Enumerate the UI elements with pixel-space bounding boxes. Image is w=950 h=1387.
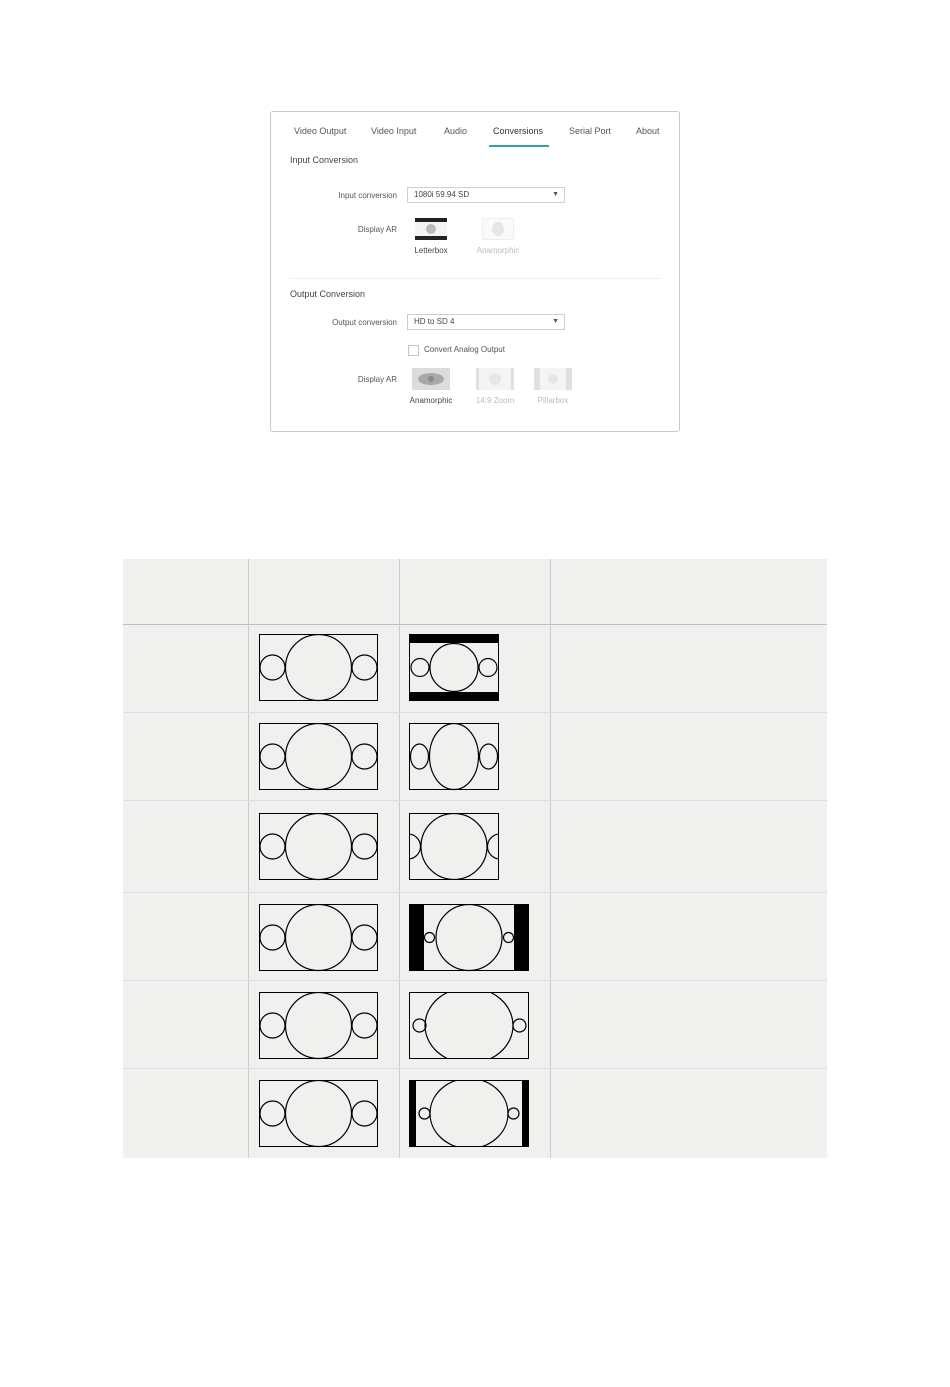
row-divider: [123, 892, 827, 893]
row-divider: [123, 800, 827, 801]
stretch-output-diagram: [409, 992, 530, 1060]
source-widescreen-diagram: [259, 904, 379, 972]
output-conversion-title: Output Conversion: [290, 289, 366, 299]
row-divider: [123, 980, 827, 981]
output-conversion-select[interactable]: [407, 314, 565, 330]
source-widescreen-diagram: [259, 992, 379, 1060]
letterbox-output-diagram: [409, 634, 500, 702]
input-conversion-label: Input conversion: [338, 191, 397, 200]
row-divider: [123, 712, 827, 713]
letterbox-icon: [415, 218, 447, 240]
tab-serial-port[interactable]: Serial Port: [569, 126, 612, 136]
chevron-down-icon: ▼: [552, 318, 559, 325]
output-ar-pillarbox-option[interactable]: [523, 368, 583, 405]
anamorphic-caption: Anamorphic: [476, 246, 520, 255]
output-conversion-label: Output conversion: [332, 318, 397, 327]
anamorphic-output-diagram: [409, 723, 500, 791]
input-conversion-value: 1080i 59.94 SD: [414, 190, 470, 199]
zoom-14-9-caption: 14:9 Zoom: [475, 396, 515, 405]
tab-bar: [271, 112, 679, 148]
row-divider: [123, 1068, 827, 1069]
tab-about[interactable]: About: [636, 126, 660, 136]
zoom-14-9-output-diagram: [409, 1080, 530, 1148]
input-ar-anamorphic-option[interactable]: [468, 218, 528, 255]
input-display-ar-label: Display AR: [357, 225, 397, 234]
active-tab-indicator: [489, 145, 549, 147]
anamorphic-caption: Anamorphic: [409, 396, 453, 405]
pillarbox-caption: Pillarbox: [537, 396, 569, 405]
output-conversion-value: HD to SD 4: [414, 317, 455, 326]
conversions-settings-panel: [270, 111, 680, 432]
input-ar-letterbox-option[interactable]: [401, 218, 461, 255]
output-ar-14-9-zoom-option[interactable]: [465, 368, 525, 405]
letterbox-caption: Letterbox: [414, 246, 448, 255]
anamorphic-icon: [482, 218, 514, 240]
pillarbox-output-diagram: [409, 904, 530, 972]
convert-analog-output-label: Convert Analog Output: [424, 345, 505, 354]
pillarbox-icon: [534, 368, 572, 390]
convert-analog-output-checkbox[interactable]: [408, 345, 419, 356]
chevron-down-icon: ▼: [552, 191, 559, 198]
tab-audio[interactable]: Audio: [444, 126, 468, 136]
tab-video-input[interactable]: Video Input: [371, 126, 417, 136]
source-widescreen-diagram: [259, 634, 379, 702]
source-widescreen-diagram: [259, 813, 379, 881]
source-widescreen-diagram: [259, 723, 379, 791]
tab-video-output[interactable]: Video Output: [294, 126, 347, 136]
zoom-14-9-icon: [476, 368, 514, 390]
source-widescreen-diagram: [259, 1080, 379, 1148]
input-conversion-select[interactable]: [407, 187, 565, 203]
output-ar-anamorphic-option[interactable]: [401, 368, 461, 405]
center-crop-output-diagram: [409, 813, 500, 881]
tab-conversions[interactable]: Conversions: [493, 126, 544, 136]
aspect-ratio-conversion-table: [123, 559, 827, 1158]
anamorphic-icon: [412, 368, 450, 390]
header-divider: [123, 624, 827, 625]
section-divider: [289, 278, 661, 279]
input-conversion-title: Input Conversion: [290, 155, 359, 165]
output-display-ar-label: Display AR: [357, 375, 397, 384]
